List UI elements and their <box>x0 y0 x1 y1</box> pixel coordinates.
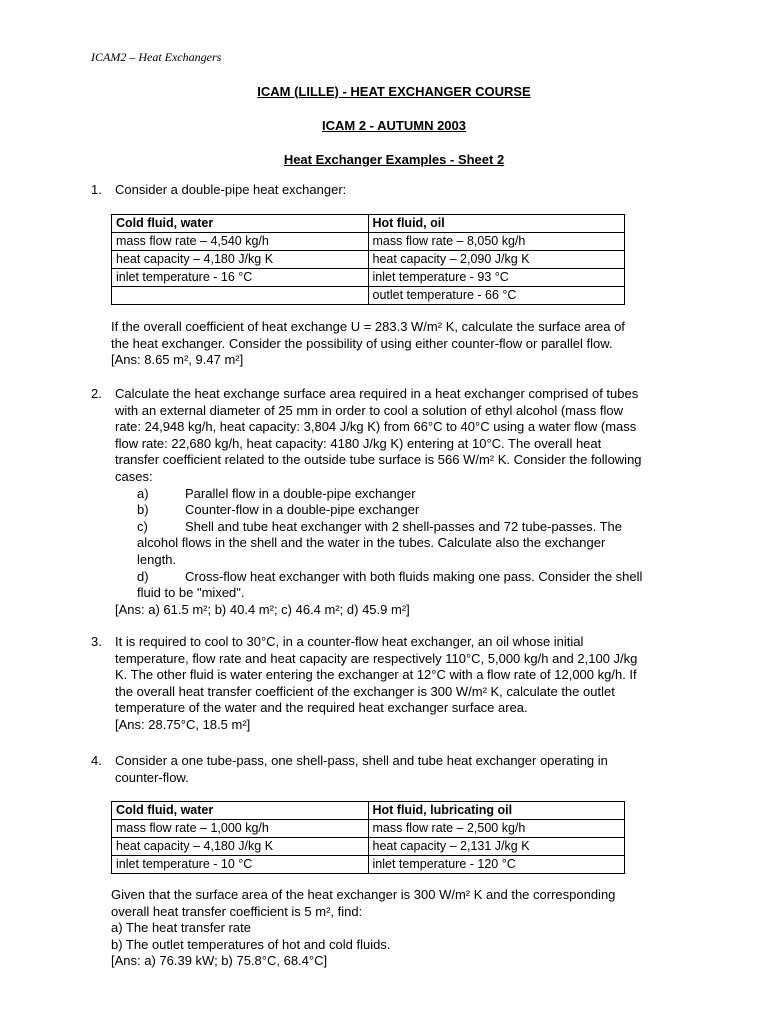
table-row <box>112 251 625 269</box>
sheet-title: Heat Exchanger Examples - Sheet 2 <box>283 152 505 167</box>
question-number: 4. <box>91 753 102 768</box>
question-4 <box>91 753 701 786</box>
question-number: 3. <box>91 634 102 649</box>
table-cell: mass flow rate – 2,500 kg/h <box>368 820 625 838</box>
text-line: counter-flow. <box>115 769 189 785</box>
case-text: fluid to be "mixed". <box>137 585 245 601</box>
case-text: Shell and tube heat exchanger with 2 shell-passes and 72 tube-passes. The <box>185 518 622 534</box>
text-line: rate: 24,948 kg/h, heat capacity: 3,804 J/kg K) from 66°C to 40°C using a water flow (mass <box>115 419 637 435</box>
text-line: If the overall coefficient of heat exchange U = 283.3 W/m² K, calculate the surface area of <box>111 319 625 334</box>
table-cell: mass flow rate – 1,000 kg/h <box>112 820 369 838</box>
case-text: Parallel flow in a double-pipe exchanger <box>185 485 416 501</box>
question-4-text <box>111 887 711 970</box>
question-3 <box>91 634 701 734</box>
question-intro: Consider a double-pipe heat exchanger: <box>115 182 347 197</box>
answer-line: [Ans: a) 61.5 m²; b) 40.4 m²; c) 46.4 m²; d) 45.9 m²] <box>115 601 410 617</box>
case-text: alcohol flows in the shell and the water in the tubes. Calculate also the exchanger <box>137 535 606 551</box>
case-label: a) <box>137 485 149 501</box>
table-header-row <box>112 802 625 820</box>
question-number: 2. <box>91 386 102 401</box>
table-cell: mass flow rate – 8,050 kg/h <box>368 233 625 251</box>
case-label: d) <box>137 568 149 584</box>
case-c <box>137 519 701 536</box>
table-cell <box>112 287 369 305</box>
running-header: ICAM2 – Heat Exchangers <box>91 50 222 64</box>
case-text: Counter-flow in a double-pipe exchanger <box>185 502 420 518</box>
text-line: Given that the surface area of the heat exchanger is 300 W/m² K and the corresponding <box>111 887 616 902</box>
table-header-cell: Hot fluid, lubricating oil <box>368 802 625 820</box>
text-line: flow rate: 22,680 kg/h, heat capacity: 4180 J/kg K) entering at 10°C. The overall heat <box>115 435 602 451</box>
fluid-table-1 <box>111 214 625 305</box>
table-cell: outlet temperature - 66 °C <box>368 287 625 305</box>
table-cell: inlet temperature - 16 °C <box>112 269 369 287</box>
text-line: cases: <box>115 468 153 484</box>
question-2 <box>91 386 701 618</box>
text-line: overall heat transfer coefficient is 5 m², find: <box>111 903 363 919</box>
text-line: a) The heat transfer rate <box>111 920 251 936</box>
answer-line: [Ans: 8.65 m², 9.47 m²] <box>111 352 244 368</box>
text-line: K. The other fluid is water entering the exchanger at 12°C with a flow rate of 12,000 kg/h. If <box>115 667 637 683</box>
table-cell: inlet temperature - 10 °C <box>112 856 369 874</box>
table-header-cell: Cold fluid, water <box>112 215 369 233</box>
text-line: the heat exchanger. Consider the possibility of using either counter-flow or parallel flow. <box>111 335 613 351</box>
table-cell: heat capacity – 4,180 J/kg K <box>112 251 369 269</box>
text-line: temperature, flow rate and heat capacity are respectively 110°C, 5,000 kg/h and 2,100 J/kg <box>115 650 638 666</box>
case-label: c) <box>137 518 148 534</box>
case-text: Cross-flow heat exchanger with both fluids making one pass. Consider the shell <box>185 568 643 584</box>
table-row <box>112 838 625 856</box>
course-title: ICAM (LILLE) - HEAT EXCHANGER COURSE <box>257 84 531 99</box>
case-a <box>137 486 701 503</box>
table-cell: heat capacity – 2,131 J/kg K <box>368 838 625 856</box>
answer-line: [Ans: a) 76.39 kW; b) 75.8°C, 68.4°C] <box>111 953 328 969</box>
text-line: transfer coefficient related to the outside tube surface is 566 W/m² K. Consider the following <box>115 452 642 468</box>
text-line: It is required to cool to 30°C, in a counter-flow heat exchanger, an oil whose initial <box>115 634 584 649</box>
answer-line: [Ans: 28.75°C, 18.5 m²] <box>115 716 251 732</box>
case-b <box>137 502 701 519</box>
table-header-row <box>112 215 625 233</box>
question-1-text <box>111 319 711 369</box>
table-row <box>112 856 625 874</box>
table-header-cell: Cold fluid, water <box>112 802 369 820</box>
text-line: b) The outlet temperatures of hot and cold fluids. <box>111 936 391 952</box>
fluid-table-2 <box>111 801 625 874</box>
text-line: with an external diameter of 25 mm in order to cool a solution of ethyl alcohol (mass flow <box>115 402 623 418</box>
table-cell: heat capacity – 2,090 J/kg K <box>368 251 625 269</box>
table-cell: inlet temperature - 93 °C <box>368 269 625 287</box>
table-row <box>112 269 625 287</box>
table-cell: heat capacity – 4,180 J/kg K <box>112 838 369 856</box>
text-line: the overall heat transfer coefficient of the exchanger is 300 W/m² K, calculate the outlet <box>115 683 615 699</box>
table-cell: inlet temperature - 120 °C <box>368 856 625 874</box>
table-row <box>112 287 625 305</box>
question-number: 1. <box>91 182 102 197</box>
case-text: length. <box>137 551 177 567</box>
text-line: Calculate the heat exchange surface area required in a heat exchanger comprised of tubes <box>115 386 639 401</box>
text-line: Consider a one tube-pass, one shell-pass, shell and tube heat exchanger operating in <box>115 753 608 768</box>
question-1 <box>91 182 701 199</box>
table-cell: mass flow rate – 4,540 kg/h <box>112 233 369 251</box>
case-label: b) <box>137 502 149 518</box>
text-line: temperature of the water and the required heat exchanger surface area. <box>115 700 528 716</box>
case-d <box>137 569 701 586</box>
term-title: ICAM 2 - AUTUMN 2003 <box>322 118 466 133</box>
table-row <box>112 233 625 251</box>
table-row <box>112 820 625 838</box>
table-header-cell: Hot fluid, oil <box>368 215 625 233</box>
